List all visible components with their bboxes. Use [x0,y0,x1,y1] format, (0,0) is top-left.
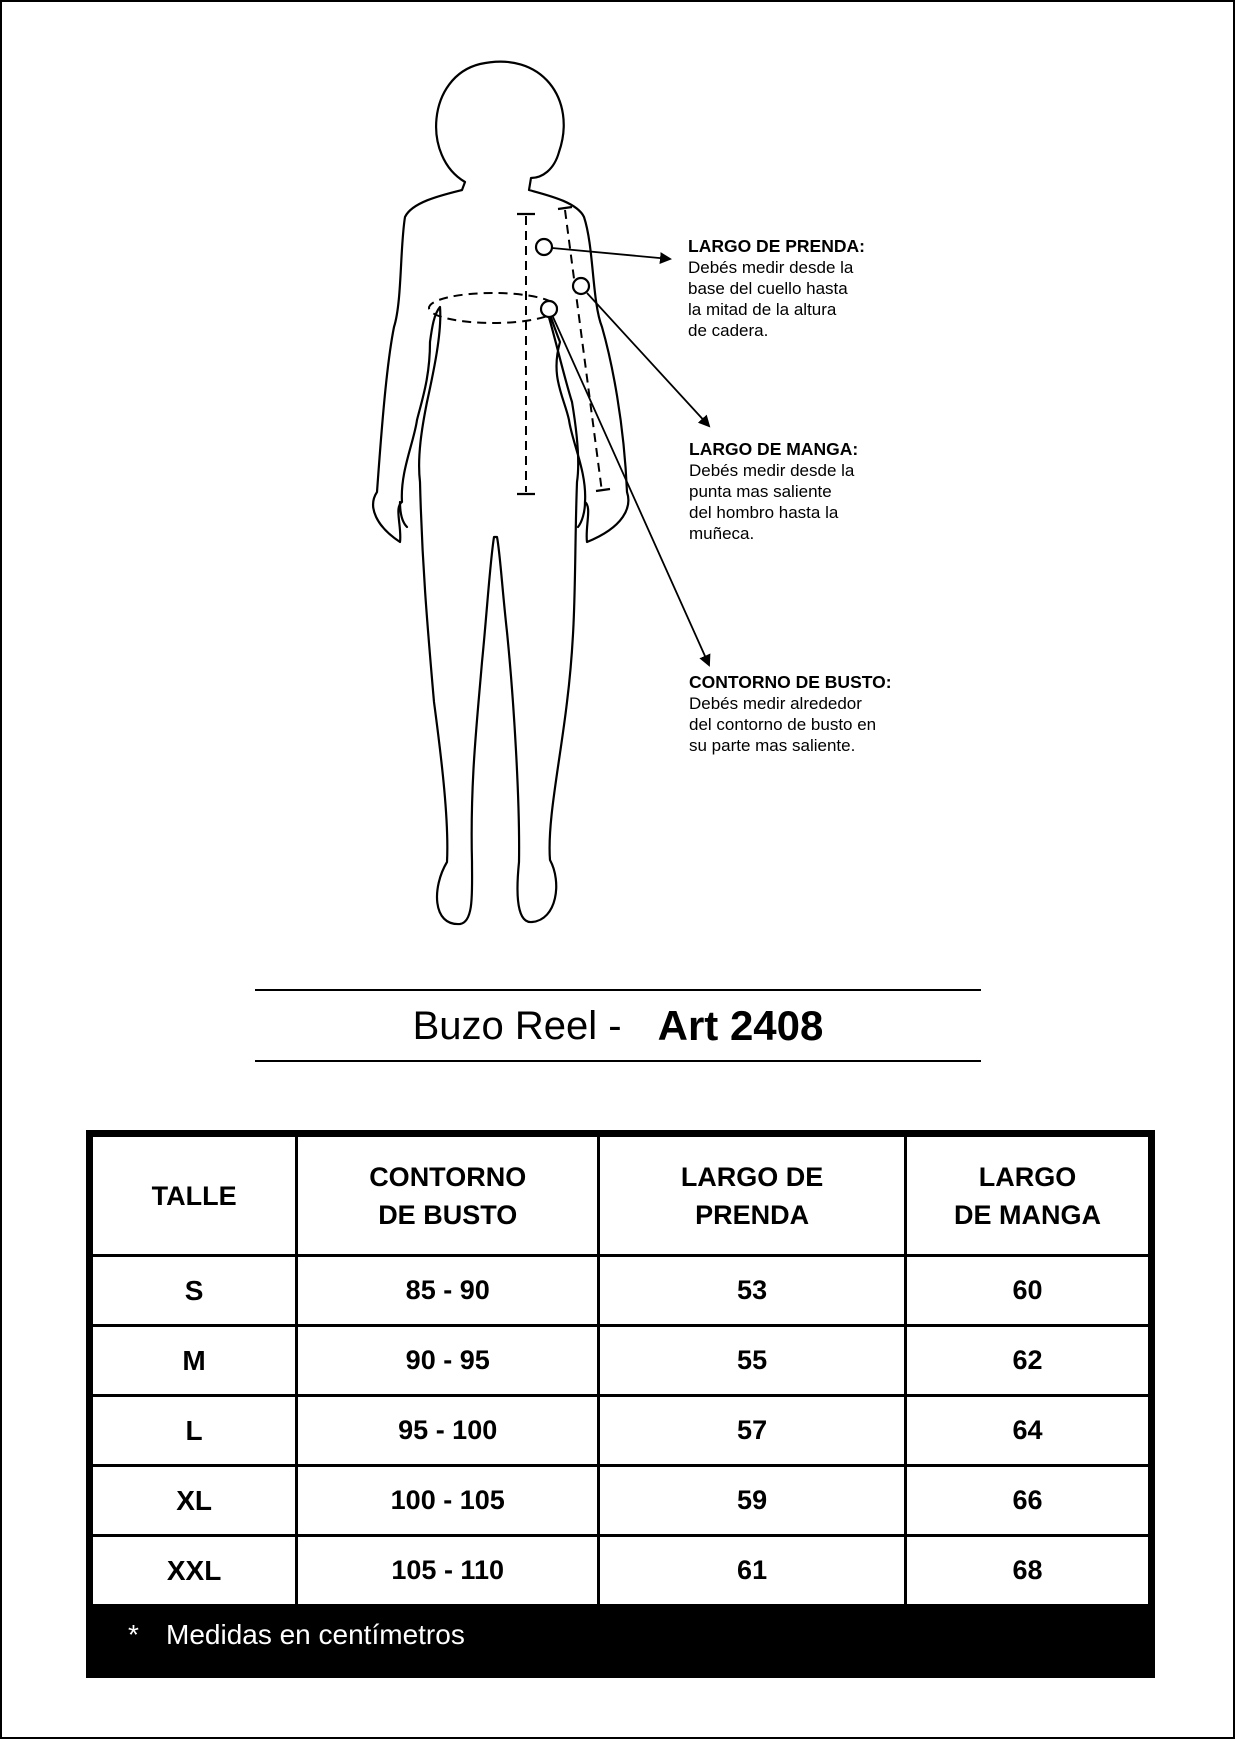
callout-arrows [552,248,709,665]
size-table-container [86,1130,1155,1678]
size-table [90,1134,1151,1607]
callout-contorno-de-busto [689,672,929,756]
table-row [93,1327,1148,1394]
cell-bust: 85 - 90 [298,1257,597,1324]
cell-sleeve: 68 [907,1537,1148,1604]
cell-size: M [93,1327,295,1394]
cell-sleeve: 66 [907,1467,1148,1534]
title-rule-top [255,989,981,991]
footnote [90,1607,1151,1663]
point-sleeve [573,278,589,294]
callout-largo-de-prenda [688,236,918,341]
cell-bust: 90 - 95 [298,1327,597,1394]
cell-bust: 100 - 105 [298,1467,597,1534]
table-row [93,1467,1148,1534]
header-talle: TALLE [93,1137,295,1254]
point-garment-length [536,239,552,255]
cell-size: L [93,1397,295,1464]
bust-guide [429,293,557,323]
right-thumb [578,502,585,527]
cell-size: XL [93,1467,295,1534]
callout-body: Debés medir alrededor del contorno de busto en su parte mas saliente. [689,694,877,755]
callout-title: CONTORNO DE BUSTO: [689,672,892,692]
cell-length: 57 [600,1397,904,1464]
table-row [93,1397,1148,1464]
header-contorno-de-busto: CONTORNO DE BUSTO [298,1137,597,1254]
cell-sleeve: 64 [907,1397,1148,1464]
cell-length: 53 [600,1257,904,1324]
footnote-text: Medidas en centímetros [166,1619,465,1650]
cell-bust: 95 - 100 [298,1397,597,1464]
callout-title: LARGO DE MANGA: [689,439,859,459]
cell-length: 59 [600,1467,904,1534]
callout-title: LARGO DE PRENDA: [688,236,865,256]
left-thumb [400,502,407,527]
body-measurement-figure [2,2,1235,962]
product-title [255,998,981,1054]
callout-body: Debés medir desde la punta mas saliente del hombro hasta la muñeca. [689,461,855,543]
point-bust [541,301,557,317]
cell-sleeve: 60 [907,1257,1148,1324]
callout-body: Debés medir desde la base del cuello hasta la mitad de la altura de cadera. [688,258,854,340]
cell-sleeve: 62 [907,1327,1148,1394]
table-header-row [93,1137,1148,1254]
footnote-mark: * [128,1619,139,1650]
table-row [93,1257,1148,1324]
header-largo-de-manga: LARGO DE MANGA [907,1137,1148,1254]
body-silhouette-icon [373,62,628,924]
product-name: Buzo Reel - [412,1003,622,1048]
arrow-garment-length [552,248,670,259]
cell-size: S [93,1257,295,1324]
cell-length: 55 [600,1327,904,1394]
product-article: Art 2408 [657,1002,824,1049]
header-largo-de-prenda: LARGO DE PRENDA [600,1137,904,1254]
cell-size: XXL [93,1537,295,1604]
cell-length: 61 [600,1537,904,1604]
table-row [93,1537,1148,1604]
cell-bust: 105 - 110 [298,1537,597,1604]
callout-largo-de-manga [689,439,919,544]
body-outline [373,62,628,924]
title-rule-bottom [255,1060,981,1062]
